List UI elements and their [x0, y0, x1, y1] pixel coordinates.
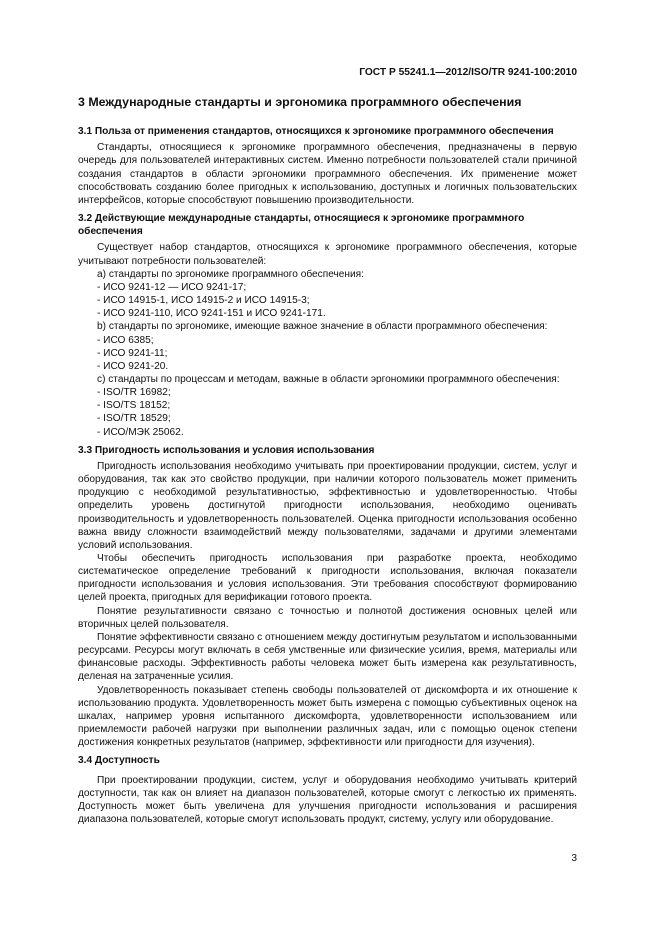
list-item: - ИСО 9241-11;	[97, 347, 168, 359]
document-header: ГОСТ Р 55241.1—2012/ISO/TR 9241-100:2010	[359, 67, 577, 78]
page-number: 3	[571, 853, 577, 864]
list-item: с) стандарты по процессам и методам, важные в области эргономики программного обеспечения:	[97, 373, 560, 385]
list-item: - ИСО 9241-20.	[97, 360, 169, 372]
section-3-2-intro: Существует набор стандартов, относящихся к эргономике программного обеспечения, которые учитывают потребности пользователей:	[78, 242, 577, 267]
list-item: - ИСО 14915-1, ИСО 14915-2 и ИСО 14915-3;	[97, 295, 310, 307]
section-3-4-paragraph: При проектировании продукции, систем, услуг и оборудования необходимо учитывать критерий доступности, так как он влияет на диапазон пользователей, которые смогут с легкостью их применять. Доступность может быть увеличена для улучшения пригодности использования и расширения диапазона пользователей, которые смогут использовать продукт, систему, услугу или оборудование.	[78, 774, 577, 825]
section-3-3-title: 3.3 Пригодность использования и условия использования	[78, 444, 375, 456]
list-item: а) стандарты по эргономике программного обеспечения:	[97, 268, 364, 280]
section-3-2-title: 3.2 Действующие международные стандарты, относящиеся к эргономике программного обеспечения	[78, 213, 525, 238]
section-3-3-paragraph-1: Пригодность использования необходимо учитывать при проектировании продукции, систем, услуг и оборудования, так как это свойство продукции, при наличии которого пользователь может применить продукцию с необходимой результативностью, эффективностью и удовлетворенностью. Чтобы определить уровень достигнутой пригодности использования, необходимо оценивать производительность и удовлетворенность пользователей. Оценка пригодности использования особенно важна ввиду сложности взаимодействий между пользователями, задачами и другими элементами условий использования.	[78, 460, 577, 551]
section-3-3-paragraph-4: Понятие эффективности связано с отношением между достигнутым результатом и использованными ресурсами. Ресурсы могут включать в себя умственные или физические усилия, время, материалы или финансовые расходы. Эффективность работы человека может быть измерена как результативность, деленая на затраченные усилия.	[78, 631, 577, 683]
list-item: - ИСО 9241-110, ИСО 9241-151 и ИСО 9241-171.	[97, 308, 326, 320]
list-item: - ISO/TR 18529;	[97, 413, 171, 425]
list-item: - ИСО/МЭК 25062.	[97, 426, 184, 438]
list-item: - ИСО 9241-12 — ИСО 9241-17;	[97, 281, 247, 293]
list-item: - ИСО 6385;	[97, 334, 154, 346]
list-item: - ISO/TR 16982;	[97, 387, 171, 399]
section-3-title: 3 Международные стандарты и эргономика программного обеспечения	[78, 95, 522, 110]
list-item: b) стандарты по эргономике, имеющие важное значение в области программного обеспечения:	[97, 321, 548, 333]
section-3-1-paragraph: Стандарты, относящиеся к эргономике программного обеспечения, предназначены в первую очередь для пользователей интерактивных систем. Именно потребности пользователей стали причиной создания стандартов в области эргономики программного обеспечения. Их применение может способствовать созданию более пригодных к использованию, доступных и логичных пользовательских интерфейсов, которые способствуют повышению производительности.	[78, 142, 577, 206]
section-3-3-paragraph-5: Удовлетворенность показывает степень свободы пользователей от дискомфорта и их отношение к использованию продукта. Удовлетворенность может быть измерена с помощью субъективных оценок на шкалах, например уровня испытанного дискомфорта, удовлетворенности использованием или приемлемости рабочей нагрузки при выполнении различных задач, или с помощью оценок степени достижения конкретных результатов (например, эффективности или пригодности для изучения).	[78, 684, 577, 749]
section-3-4-title: 3.4 Доступность	[78, 755, 160, 767]
section-3-1-title: 3.1 Польза от применения стандартов, относящихся к эргономике программного обеспечения	[78, 126, 554, 138]
section-3-3-paragraph-2: Чтобы обеспечить пригодность использования при разработке проекта, необходимо систематическое определение требований к пригодности использования, включая показатели пригодности использования и условия использования. Эти требования способствуют формированию целей проекта, пригодных для верификации готового проекта.	[78, 553, 577, 604]
list-item: - ISO/TS 18152;	[97, 400, 171, 412]
section-3-3-paragraph-3: Понятие результативности связано с точностью и полнотой достижения основных целей или вторичных целей пользователя.	[78, 605, 577, 630]
